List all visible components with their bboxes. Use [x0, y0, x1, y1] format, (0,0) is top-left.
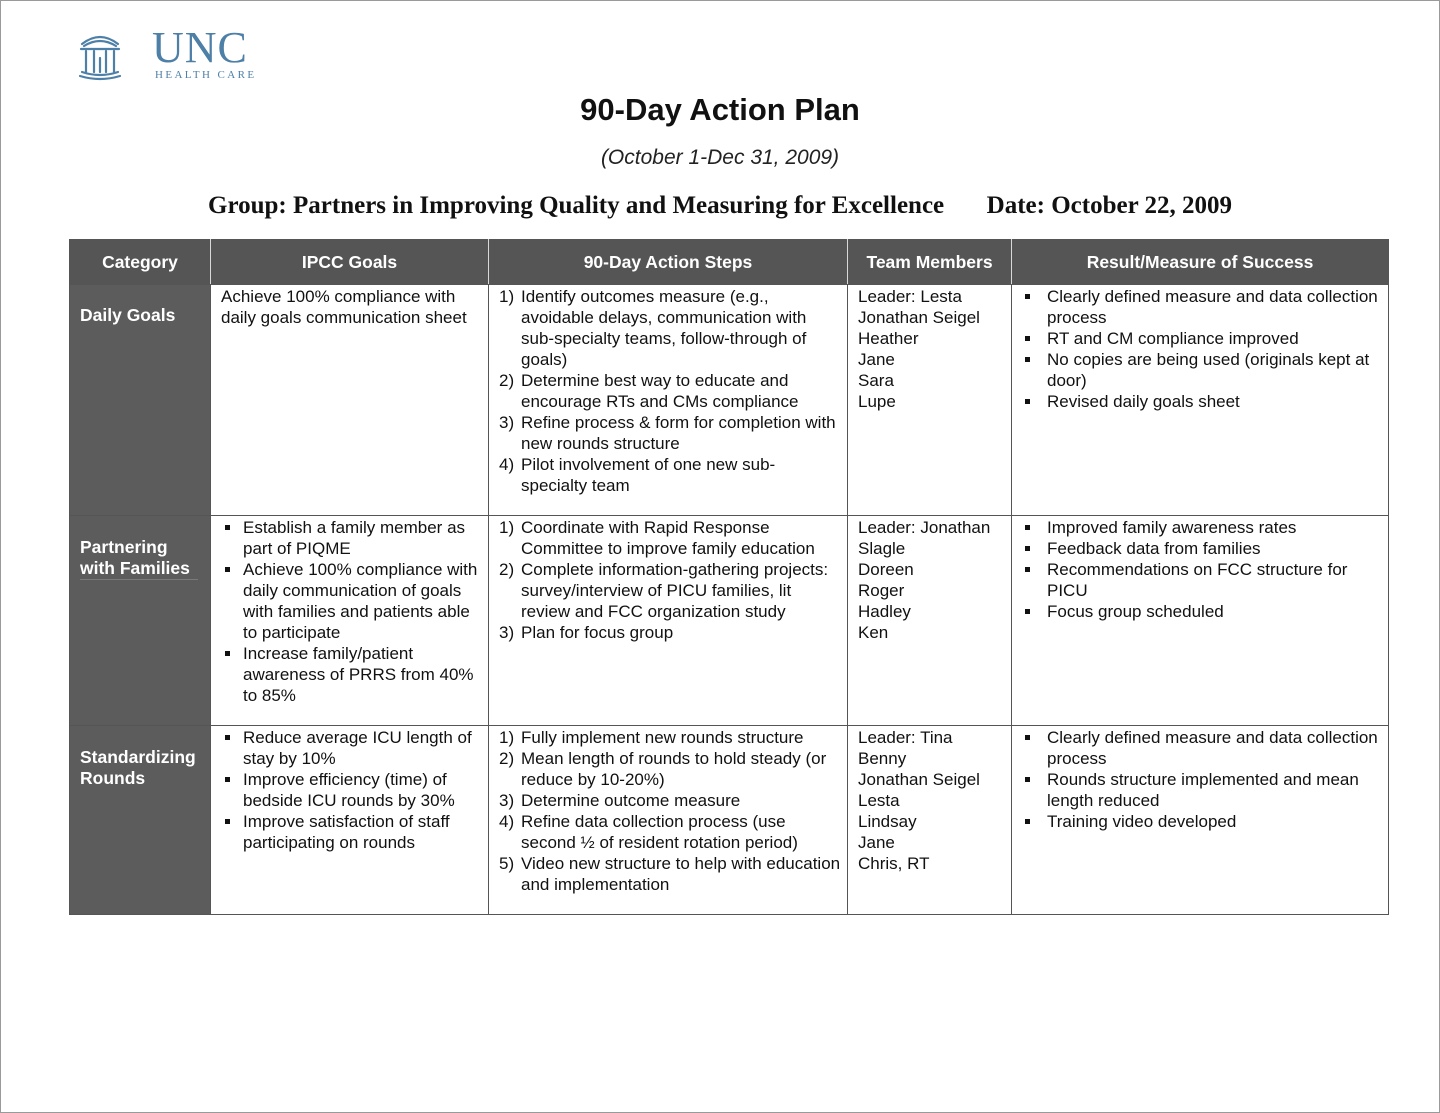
- member-name: Hadley: [858, 602, 911, 621]
- results-cell: [1012, 726, 1389, 915]
- group-label: Group:: [208, 192, 287, 219]
- list-item: Clearly defined measure and data collection process: [1024, 727, 1382, 769]
- member-name: Lindsay: [858, 812, 917, 831]
- table-row: [70, 285, 1389, 516]
- goal-text: Achieve 100% compliance with daily goals communication sheet: [221, 287, 467, 327]
- list-item: Improve satisfaction of staff participating on rounds: [221, 811, 482, 853]
- member-name: Jonathan Seigel: [858, 770, 980, 789]
- goals-list: [221, 517, 482, 706]
- member-name: Doreen: [858, 560, 914, 579]
- member-name: Chris, RT: [858, 854, 930, 873]
- member-name: Leader: Lesta: [858, 287, 962, 306]
- date-label: Date:: [986, 192, 1045, 219]
- list-item: 1) Fully implement new rounds structure: [499, 728, 804, 747]
- list-item: 1) Identify outcomes measure (e.g., avoidable delays, communication with sub-specialty teams, follow-through of goals): [499, 287, 807, 369]
- header-action-steps: 90-Day Action Steps: [489, 240, 848, 285]
- category-cell: [70, 726, 211, 915]
- page-title: 90-Day Action Plan: [580, 92, 860, 127]
- steps-list: [499, 517, 841, 643]
- header-ipcc-goals: IPCC Goals: [211, 240, 489, 285]
- unc-logo: [78, 23, 268, 88]
- list-item: RT and CM compliance improved: [1024, 328, 1382, 349]
- goals-cell: [211, 726, 489, 915]
- steps-list: [499, 727, 841, 895]
- category-label: Partnering with Families: [80, 537, 198, 580]
- list-item: Establish a family member as part of PIQME: [221, 517, 482, 559]
- list-item: 2) Complete information-gathering projects: survey/interview of PICU families, lit review and FCC organization study: [499, 560, 829, 621]
- list-item: Focus group scheduled: [1024, 601, 1382, 622]
- steps-list: [499, 286, 841, 496]
- group-value: Partners in Improving Quality and Measuring for Excellence: [293, 192, 945, 219]
- list-item: Improved family awareness rates: [1024, 517, 1382, 538]
- results-cell: [1012, 516, 1389, 726]
- member-name: Jonathan Seigel: [858, 308, 980, 327]
- member-name: Jane: [858, 833, 895, 852]
- results-list: [1024, 286, 1382, 412]
- list-item: 3) Determine outcome measure: [499, 791, 741, 810]
- table-row: [70, 726, 1389, 915]
- list-item: 3) Refine process & form for completion with new rounds structure: [499, 413, 836, 453]
- category-label: Standardizing Rounds: [80, 747, 196, 788]
- header-team-members: Team Members: [848, 240, 1012, 285]
- steps-cell: [489, 516, 848, 726]
- goals-cell: [211, 516, 489, 726]
- list-item: Recommendations on FCC structure for PICU: [1024, 559, 1382, 601]
- member-name: Jane: [858, 350, 895, 369]
- member-name: Ken: [858, 623, 889, 642]
- list-item: 1) Coordinate with Rapid Response Committee to improve family education: [499, 518, 815, 558]
- list-item: 3) Plan for focus group: [499, 623, 674, 642]
- list-item: Achieve 100% compliance with daily communication of goals with families and patients able to participate: [221, 559, 482, 643]
- table-header-row: [70, 240, 1389, 285]
- list-item: Feedback data from families: [1024, 538, 1382, 559]
- member-name: Slagle: [858, 539, 906, 558]
- category-cell: [70, 516, 211, 726]
- member-name: Lesta: [858, 791, 900, 810]
- date-value: October 22, 2009: [1051, 192, 1232, 219]
- header-result-measure: Result/Measure of Success: [1012, 240, 1389, 285]
- list-item: Improve efficiency (time) of bedside ICU rounds by 30%: [221, 769, 482, 811]
- results-cell: [1012, 285, 1389, 516]
- list-item: 5) Video new structure to help with education and implementation: [499, 854, 841, 894]
- member-name: Leader: Tina: [858, 728, 953, 747]
- results-list: [1024, 727, 1382, 832]
- table-row: [70, 516, 1389, 726]
- member-name: Benny: [858, 749, 907, 768]
- list-item: Increase family/patient awareness of PRRS from 40% to 85%: [221, 643, 482, 706]
- list-item: No copies are being used (originals kept at door): [1024, 349, 1382, 391]
- list-item: Reduce average ICU length of stay by 10%: [221, 727, 482, 769]
- logo-name: UNC: [152, 23, 248, 72]
- list-item: 2) Determine best way to educate and encourage RTs and CMs compliance: [499, 371, 799, 411]
- results-list: [1024, 517, 1382, 622]
- members-cell: [848, 285, 1012, 516]
- header-category: Category: [70, 240, 211, 285]
- category-label: Daily Goals: [80, 305, 176, 325]
- goals-cell: [211, 285, 489, 516]
- page-subtitle: (October 1-Dec 31, 2009): [600, 146, 840, 169]
- old-well-icon: [78, 28, 122, 84]
- members-cell: [848, 516, 1012, 726]
- steps-cell: [489, 726, 848, 915]
- group-line: [0, 192, 1440, 220]
- member-name: Roger: [858, 581, 905, 600]
- list-item: Clearly defined measure and data collection process: [1024, 286, 1382, 328]
- goals-list: [221, 727, 482, 853]
- list-item: 4) Pilot involvement of one new sub-specialty team: [499, 455, 776, 495]
- member-name: Heather: [858, 329, 919, 348]
- list-item: Revised daily goals sheet: [1024, 391, 1382, 412]
- category-cell: [70, 285, 211, 516]
- logo-subtitle: HEALTH CARE: [155, 69, 257, 81]
- list-item: Rounds structure implemented and mean length reduced: [1024, 769, 1382, 811]
- steps-cell: [489, 285, 848, 516]
- list-item: 2) Mean length of rounds to hold steady (or reduce by 10-20%): [499, 749, 827, 789]
- member-name: Sara: [858, 371, 894, 390]
- list-item: 4) Refine data collection process (use second ½ of resident rotation period): [499, 812, 798, 852]
- members-cell: [848, 726, 1012, 915]
- member-name: Leader: Jonathan: [858, 518, 991, 537]
- action-plan-table: [69, 239, 1389, 915]
- list-item: Training video developed: [1024, 811, 1382, 832]
- member-name: Lupe: [858, 392, 896, 411]
